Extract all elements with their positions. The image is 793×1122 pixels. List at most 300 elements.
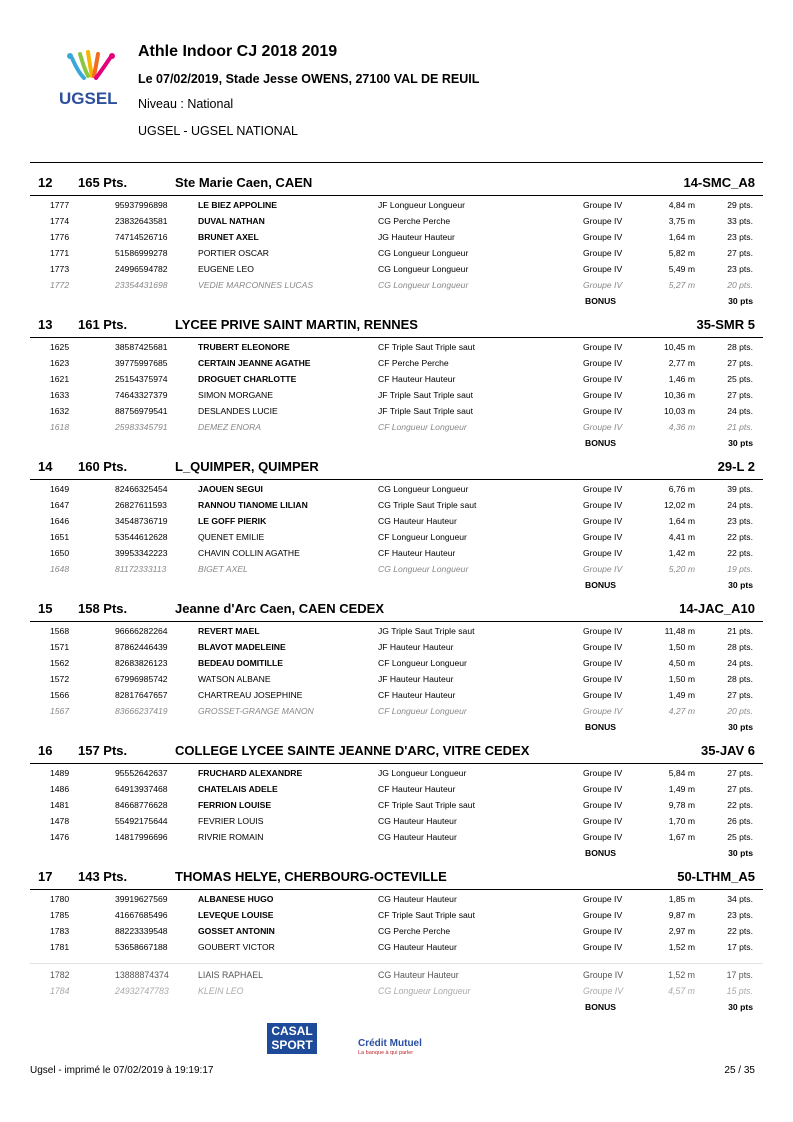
athlete-name: CERTAIN JEANNE AGATHE — [198, 358, 311, 368]
athlete-event: JG Longueur Longueur — [378, 768, 467, 778]
club-code: 14-SMC_A8 — [683, 175, 755, 190]
athlete-performance: 1,46 m — [668, 374, 695, 384]
athlete-bib: 1618 — [50, 422, 70, 432]
athlete-performance: 4,57 m — [668, 986, 695, 996]
credit-mutuel-logo: Crédit Mutuel La banque à qui parler — [358, 1038, 422, 1056]
athlete-points: 23 pts. — [727, 232, 753, 242]
athlete-licence: 82683826123 — [115, 658, 168, 668]
athlete-performance: 4,36 m — [668, 422, 695, 432]
athlete-bib: 1623 — [50, 358, 70, 368]
athlete-bib: 1772 — [50, 280, 70, 290]
athlete-points: 22 pts. — [727, 926, 753, 936]
athlete-group: Groupe IV — [583, 248, 623, 258]
athlete-group: Groupe IV — [583, 970, 624, 980]
athlete-group: Groupe IV — [583, 390, 623, 400]
athlete-licence: 26827611593 — [115, 500, 167, 510]
club-divider — [30, 621, 763, 622]
club-header — [30, 175, 763, 191]
athlete-performance: 10,36 m — [663, 390, 695, 400]
athlete-points: 15 pts. — [726, 986, 753, 996]
bonus-label: BONUS — [585, 848, 617, 858]
athlete-bib: 1633 — [50, 390, 70, 400]
athlete-group: Groupe IV — [583, 800, 623, 810]
athlete-points: 27 pts. — [727, 768, 753, 778]
athlete-row — [30, 674, 763, 688]
athlete-group: Groupe IV — [583, 484, 623, 494]
athlete-performance: 1,50 m — [668, 674, 695, 684]
athlete-event: CG Longueur Longueur — [378, 986, 471, 996]
athlete-group: Groupe IV — [583, 626, 623, 636]
athlete-name: ALBANESE HUGO — [198, 894, 274, 904]
athlete-row — [30, 500, 763, 514]
athlete-row — [30, 264, 763, 278]
athlete-points: 28 pts. — [727, 642, 753, 652]
athlete-event: CF Hauteur Hauteur — [378, 690, 456, 700]
athlete-licence: 25154375974 — [115, 374, 168, 384]
athlete-event: CF Triple Saut Triple saut — [378, 910, 475, 920]
athlete-points: 22 pts. — [727, 800, 753, 810]
athlete-bib: 1650 — [50, 548, 70, 558]
athlete-group: Groupe IV — [583, 406, 623, 416]
athlete-event: JG Triple Saut Triple saut — [378, 626, 475, 636]
athlete-points: 39 pts. — [727, 484, 753, 494]
athlete-event: JF Longueur Longueur — [378, 200, 465, 210]
athlete-bib: 1781 — [50, 942, 70, 952]
print-timestamp: Ugsel - imprimé le 07/02/2019 à 19:19:17 — [30, 1065, 214, 1076]
athlete-event: CG Hauteur Hauteur — [378, 942, 457, 952]
athlete-group: Groupe IV — [583, 500, 623, 510]
athlete-bib: 1489 — [50, 768, 70, 778]
athlete-name: JAOUEN SEGUI — [198, 484, 263, 494]
athlete-name: VEDIE MARCONNES LUCAS — [198, 280, 314, 290]
athlete-licence: 82817647657 — [115, 690, 168, 700]
athlete-row — [30, 970, 763, 984]
athlete-licence: 34548736719 — [115, 516, 168, 526]
athlete-group: Groupe IV — [583, 690, 623, 700]
athlete-licence: 64913937468 — [115, 784, 168, 794]
athlete-row — [30, 358, 763, 372]
athlete-bib: 1486 — [50, 784, 70, 794]
athlete-group: Groupe IV — [583, 706, 623, 716]
athlete-licence: 38587425681 — [115, 342, 168, 352]
athlete-licence: 74714526716 — [115, 232, 168, 242]
athlete-group: Groupe IV — [583, 910, 623, 920]
club-code: 35-JAV 6 — [701, 743, 755, 758]
athlete-event: JF Triple Saut Triple saut — [378, 406, 474, 416]
athlete-name: FERRION LOUISE — [198, 800, 272, 810]
athlete-performance: 1,85 m — [668, 894, 695, 904]
athlete-name: LE BIEZ APPOLINE — [198, 200, 277, 210]
athlete-group: Groupe IV — [583, 516, 623, 526]
bonus-points: 30 pts — [728, 296, 753, 306]
athlete-licence: 13888874374 — [115, 970, 169, 980]
club-header — [30, 317, 763, 333]
athlete-bib: 1567 — [50, 706, 70, 716]
athlete-licence: 24996594782 — [115, 264, 168, 274]
athlete-performance: 2,97 m — [668, 926, 695, 936]
athlete-points: 27 pts. — [727, 784, 753, 794]
athlete-bib: 1625 — [50, 342, 70, 352]
athlete-event: CG Longueur Longueur — [378, 248, 469, 258]
athlete-group: Groupe IV — [583, 422, 623, 432]
athlete-points: 23 pts. — [727, 516, 753, 526]
athlete-row — [30, 768, 763, 782]
athlete-name: FRUCHARD ALEXANDRE — [198, 768, 303, 778]
athlete-bib: 1476 — [50, 832, 70, 842]
bonus-label: BONUS — [585, 722, 617, 732]
athlete-performance: 1,67 m — [668, 832, 695, 842]
athlete-name: BIGET AXEL — [198, 564, 248, 574]
athlete-points: 28 pts. — [727, 674, 753, 684]
athlete-points: 27 pts. — [727, 390, 753, 400]
athlete-performance: 5,84 m — [668, 768, 695, 778]
athlete-bib: 1646 — [50, 516, 70, 526]
athlete-licence: 41667685496 — [115, 910, 168, 920]
level-label: Niveau : National — [138, 97, 234, 111]
athlete-licence: 96666282264 — [115, 626, 168, 636]
athlete-row — [30, 658, 763, 672]
athlete-points: 20 pts. — [727, 706, 753, 716]
athlete-row — [30, 564, 763, 578]
athlete-row — [30, 516, 763, 530]
athlete-event: CG Longueur Longueur — [378, 264, 469, 274]
club-rank: 15 — [38, 601, 53, 616]
row-separator — [30, 963, 763, 964]
athlete-row — [30, 548, 763, 562]
athlete-bib: 1478 — [50, 816, 70, 826]
athlete-group: Groupe IV — [583, 280, 623, 290]
athlete-event: CF Hauteur Hauteur — [378, 784, 456, 794]
athlete-event: CG Perche Perche — [378, 216, 451, 226]
athlete-bib: 1648 — [50, 564, 70, 574]
athlete-name: CHAVIN COLLIN AGATHE — [198, 548, 300, 558]
club-divider — [30, 479, 763, 480]
athlete-bib: 1572 — [50, 674, 70, 684]
bonus-row — [30, 580, 763, 594]
athlete-row — [30, 390, 763, 404]
athlete-performance: 4,84 m — [668, 200, 695, 210]
athlete-name: RIVRIE ROMAIN — [198, 832, 264, 842]
athlete-event: CG Triple Saut Triple saut — [378, 500, 477, 510]
athlete-event: CF Hauteur Hauteur — [378, 548, 456, 558]
athlete-group: Groupe IV — [583, 342, 623, 352]
athlete-name: BRUNET AXEL — [198, 232, 259, 242]
athlete-points: 19 pts. — [727, 564, 753, 574]
athlete-event: CG Perche Perche — [378, 926, 451, 936]
club-divider — [30, 195, 763, 196]
athlete-name: REVERT MAEL — [198, 626, 260, 636]
athlete-group: Groupe IV — [583, 942, 623, 952]
club-rank: 13 — [38, 317, 53, 332]
athlete-row — [30, 484, 763, 498]
athlete-performance: 5,20 m — [668, 564, 695, 574]
club-name: Jeanne d'Arc Caen, CAEN CEDEX — [175, 601, 384, 616]
bonus-points: 30 pts — [728, 438, 753, 448]
athlete-bib: 1651 — [50, 532, 70, 542]
athlete-bib: 1776 — [50, 232, 70, 242]
bonus-row — [30, 722, 763, 736]
bonus-points: 30 pts — [728, 848, 753, 858]
athlete-performance: 1,42 m — [668, 548, 695, 558]
athlete-name: QUENET EMILIE — [198, 532, 265, 542]
athlete-event: CG Hauteur Hauteur — [378, 816, 457, 826]
athlete-group: Groupe IV — [583, 926, 623, 936]
athlete-row — [30, 706, 763, 720]
club-points: 160 Pts. — [78, 459, 128, 474]
athlete-name: SIMON MORGANE — [198, 390, 273, 400]
athlete-name: LEVEQUE LOUISE — [198, 910, 274, 920]
athlete-row — [30, 784, 763, 798]
athlete-row — [30, 406, 763, 420]
athlete-licence: 23354431698 — [115, 280, 168, 290]
club-header — [30, 743, 763, 759]
athlete-licence: 53544612628 — [115, 532, 168, 542]
athlete-performance: 1,70 m — [668, 816, 695, 826]
athlete-event: CG Hauteur Hauteur — [378, 970, 459, 980]
athlete-performance: 11,48 m — [664, 626, 695, 636]
club-points: 158 Pts. — [78, 601, 128, 616]
athlete-name: CHATELAIS ADELE — [198, 784, 278, 794]
athlete-bib: 1632 — [50, 406, 70, 416]
ugsel-logo — [58, 50, 130, 106]
athlete-points: 23 pts. — [727, 910, 753, 920]
athlete-row — [30, 248, 763, 262]
athlete-row — [30, 942, 763, 956]
athlete-licence: 87862446439 — [115, 642, 168, 652]
athlete-licence: 82466325454 — [115, 484, 168, 494]
club-name: COLLEGE LYCEE SAINTE JEANNE D'ARC, VITRE CEDEX — [175, 743, 530, 758]
athlete-points: 24 pts. — [727, 500, 753, 510]
athlete-event: JF Triple Saut Triple saut — [378, 390, 474, 400]
athlete-event: CF Triple Saut Triple saut — [378, 800, 475, 810]
organisation-label: UGSEL - UGSEL NATIONAL — [138, 124, 298, 138]
bonus-row — [30, 848, 763, 862]
athlete-group: Groupe IV — [583, 784, 623, 794]
athlete-points: 28 pts. — [727, 342, 753, 352]
athlete-group: Groupe IV — [583, 232, 623, 242]
athlete-points: 17 pts. — [727, 942, 753, 952]
club-header — [30, 601, 763, 617]
athlete-row — [30, 642, 763, 656]
athlete-licence: 23832643581 — [115, 216, 168, 226]
athlete-group: Groupe IV — [583, 816, 623, 826]
athlete-event: CG Hauteur Hauteur — [378, 832, 457, 842]
athlete-bib: 1783 — [50, 926, 70, 936]
athlete-performance: 10,03 m — [663, 406, 695, 416]
athlete-name: PORTIER OSCAR — [198, 248, 269, 258]
athlete-points: 33 pts. — [727, 216, 753, 226]
athlete-bib: 1777 — [50, 200, 70, 210]
athlete-row — [30, 422, 763, 436]
athlete-bib: 1784 — [50, 986, 70, 996]
page-title: Athle Indoor CJ 2018 2019 — [138, 43, 338, 60]
athlete-bib: 1780 — [50, 894, 70, 904]
athlete-licence: 14817996696 — [115, 832, 168, 842]
athlete-row — [30, 910, 763, 924]
club-points: 165 Pts. — [78, 175, 128, 190]
athlete-bib: 1647 — [50, 500, 70, 510]
athlete-performance: 9,78 m — [668, 800, 695, 810]
athlete-points: 26 pts. — [727, 816, 753, 826]
athlete-group: Groupe IV — [583, 564, 623, 574]
athlete-licence: 53658667188 — [115, 942, 168, 952]
athlete-licence: 39775997685 — [115, 358, 168, 368]
athlete-group: Groupe IV — [583, 200, 623, 210]
athlete-licence: 88223339548 — [115, 926, 168, 936]
athlete-bib: 1481 — [50, 800, 70, 810]
athlete-event: CF Longueur Longueur — [378, 706, 467, 716]
athlete-points: 23 pts. — [727, 264, 753, 274]
athlete-performance: 1,64 m — [668, 516, 695, 526]
athlete-event: JF Hauteur Hauteur — [378, 674, 454, 684]
athlete-group: Groupe IV — [583, 832, 623, 842]
athlete-points: 25 pts. — [727, 374, 753, 384]
athlete-performance: 4,27 m — [668, 706, 695, 716]
athlete-event: CF Triple Saut Triple saut — [378, 342, 475, 352]
athlete-name: EUGENE LEO — [198, 264, 254, 274]
athlete-name: LIAIS RAPHAEL — [198, 970, 264, 980]
athlete-performance: 4,41 m — [668, 532, 695, 542]
athlete-licence: 39919627569 — [115, 894, 168, 904]
athlete-points: 27 pts. — [727, 690, 753, 700]
athlete-name: KLEIN LEO — [198, 986, 244, 996]
athlete-points: 21 pts. — [727, 626, 753, 636]
athlete-performance: 5,82 m — [668, 248, 695, 258]
athlete-row — [30, 894, 763, 908]
athlete-event: CF Longueur Longueur — [378, 658, 467, 668]
athlete-points: 22 pts. — [727, 548, 753, 558]
bonus-points: 30 pts — [728, 722, 753, 732]
club-header — [30, 459, 763, 475]
athlete-row — [30, 926, 763, 940]
athlete-points: 27 pts. — [727, 358, 753, 368]
header-divider — [30, 162, 763, 163]
athlete-row — [30, 200, 763, 214]
athlete-points: 17 pts. — [726, 970, 753, 980]
bonus-label: BONUS — [585, 1002, 617, 1012]
athlete-row — [30, 342, 763, 356]
athlete-event: CG Longueur Longueur — [378, 280, 469, 290]
athlete-event: CF Hauteur Hauteur — [378, 374, 456, 384]
athlete-group: Groupe IV — [583, 894, 623, 904]
athlete-name: DUVAL NATHAN — [198, 216, 265, 226]
athlete-row — [30, 532, 763, 546]
athlete-name: RANNOU TIANOME LILIAN — [198, 500, 308, 510]
athlete-bib: 1773 — [50, 264, 70, 274]
bonus-points: 30 pts — [728, 580, 753, 590]
athlete-performance: 1,52 m — [668, 970, 695, 980]
athlete-licence: 39953342223 — [115, 548, 168, 558]
athlete-row — [30, 832, 763, 846]
athlete-points: 27 pts. — [727, 248, 753, 258]
athlete-performance: 2,77 m — [668, 358, 695, 368]
athlete-performance: 12,02 m — [663, 500, 695, 510]
athlete-event: CF Longueur Longueur — [378, 532, 467, 542]
club-divider — [30, 889, 763, 890]
athlete-performance: 1,52 m — [668, 942, 695, 952]
athlete-bib: 1571 — [50, 642, 70, 652]
athlete-bib: 1568 — [50, 626, 70, 636]
athlete-performance: 1,49 m — [668, 784, 695, 794]
athlete-name: DESLANDES LUCIE — [198, 406, 278, 416]
athlete-licence: 95937996898 — [115, 200, 168, 210]
athlete-licence: 88756979541 — [115, 406, 168, 416]
athlete-event: CG Hauteur Hauteur — [378, 516, 457, 526]
club-points: 143 Pts. — [78, 869, 128, 884]
athlete-performance: 1,49 m — [668, 690, 695, 700]
athlete-name: WATSON ALBANE — [198, 674, 271, 684]
athlete-performance: 1,50 m — [668, 642, 695, 652]
club-name: LYCEE PRIVE SAINT MARTIN, RENNES — [175, 317, 418, 332]
athlete-group: Groupe IV — [583, 216, 623, 226]
athlete-name: GROSSET-GRANGE MANON — [198, 706, 314, 716]
athlete-points: 21 pts. — [727, 422, 753, 432]
athlete-name: DROGUET CHARLOTTE — [198, 374, 297, 384]
event-details: Le 07/02/2019, Stade Jesse OWENS, 27100 VAL DE REUIL — [138, 72, 480, 86]
athlete-performance: 1,64 m — [668, 232, 695, 242]
athlete-points: 20 pts. — [727, 280, 753, 290]
athlete-group: Groupe IV — [583, 374, 623, 384]
athlete-group: Groupe IV — [583, 986, 624, 996]
athlete-row — [30, 986, 763, 1000]
bonus-label: BONUS — [585, 438, 617, 448]
athlete-row — [30, 690, 763, 704]
athlete-name: GOSSET ANTONIN — [198, 926, 275, 936]
club-code: 35-SMR 5 — [696, 317, 755, 332]
athlete-performance: 6,76 m — [668, 484, 695, 494]
athlete-name: LE GOFF PIERIK — [198, 516, 267, 526]
athlete-licence: 95552642637 — [115, 768, 168, 778]
athlete-event: CF Perche Perche — [378, 358, 449, 368]
athlete-licence: 55492175644 — [115, 816, 168, 826]
page-number: 25 / 35 — [724, 1065, 755, 1076]
athlete-licence: 81172333113 — [115, 564, 167, 574]
athlete-row — [30, 280, 763, 294]
athlete-performance: 3,75 m — [668, 216, 695, 226]
logo-text: UGSEL — [59, 89, 118, 106]
athlete-group: Groupe IV — [583, 358, 623, 368]
club-points: 157 Pts. — [78, 743, 128, 758]
athlete-name: TRUBERT ELEONORE — [198, 342, 290, 352]
athlete-bib: 1621 — [50, 374, 70, 384]
athlete-performance: 5,27 m — [668, 280, 695, 290]
athlete-name: BEDEAU DOMITILLE — [198, 658, 283, 668]
athlete-licence: 67996985742 — [115, 674, 168, 684]
athlete-points: 24 pts. — [727, 658, 753, 668]
club-name: Ste Marie Caen, CAEN — [175, 175, 313, 190]
athlete-group: Groupe IV — [583, 642, 623, 652]
athlete-points: 34 pts. — [727, 894, 753, 904]
athlete-licence: 24932747783 — [115, 986, 169, 996]
athlete-group: Groupe IV — [583, 658, 623, 668]
club-points: 161 Pts. — [78, 317, 128, 332]
athlete-bib: 1785 — [50, 910, 70, 920]
athlete-row — [30, 374, 763, 388]
athlete-licence: 83666237419 — [115, 706, 168, 716]
club-divider — [30, 763, 763, 764]
athlete-event: CF Longueur Longueur — [378, 422, 467, 432]
athlete-licence: 84668776628 — [115, 800, 168, 810]
athlete-event: CG Longueur Longueur — [378, 564, 469, 574]
athlete-row — [30, 816, 763, 830]
athlete-group: Groupe IV — [583, 768, 623, 778]
athlete-name: GOUBERT VICTOR — [198, 942, 275, 952]
athlete-group: Groupe IV — [583, 548, 623, 558]
athlete-points: 22 pts. — [727, 532, 753, 542]
bonus-label: BONUS — [585, 580, 617, 590]
bonus-row — [30, 296, 763, 310]
athlete-bib: 1562 — [50, 658, 70, 668]
